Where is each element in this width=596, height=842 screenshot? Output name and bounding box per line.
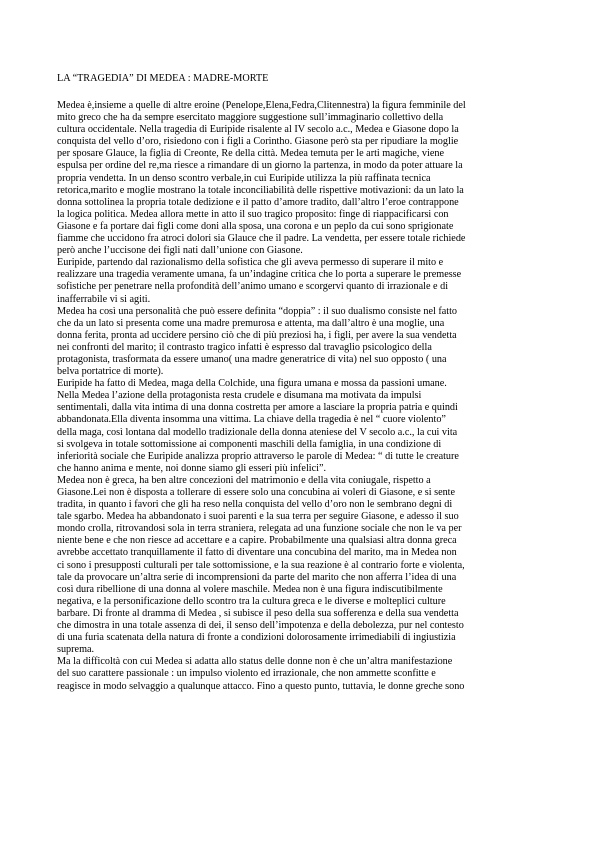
text-line: così dura ribellione di una donna al volere maschile. Medea non è una figura indiscutibilmente [57, 583, 443, 595]
text-line: Euripide ha fatto di Medea, maga della Colchide, una figura umana e mossa da passioni umane. [57, 378, 447, 390]
text-line: Medea non è greca, ha ben altre concezioni del matrimonio e della vita coniugale, rispetto a [57, 474, 431, 486]
text-line: protagonista, trasformata da essere umano( una madre generatrice di vita) nel suo opposto ( una [57, 353, 447, 365]
text-line: abbandonata.Ella diventa insomma una vittima. La chiave della tragedia è nel “ cuore violento” [57, 414, 446, 426]
text-line: inferiorità sociale che Euripide analizza proprio attraverso le parole di Medea: “ di tutte le creature [57, 450, 459, 462]
text-line: che hanno anima e mente, noi donne siamo gli esseri più infelici”. [57, 462, 327, 474]
text-line: espulsa per ordine del re,ma riesce a rimandare di un giorno la partenza, in modo da poter attuare la [57, 160, 463, 172]
text-line: propria vendetta. In un denso scontro verbale,in cui Euripide utilizza la più raffinata tecnica [57, 172, 431, 184]
text-line: nei confronti del marito; il contrasto tragico infatti è espresso dal travaglio psicologico della [57, 341, 432, 353]
document-title: LA “TRAGEDIA” DI MEDEA : MADRE-MORTE [57, 73, 269, 84]
text-line: Ma la difficoltà con cui Medea si adatta allo status delle donne non è che un’altra manifestazione [57, 656, 453, 668]
text-line: reagisce in modo selvaggio a qualunque attacco. Fino a questo punto, tuttavia, le donne greche sono [57, 680, 465, 692]
text-line: conquista del vello d’oro, risiedono con i figli a Corintho. Giasone però sta per ripudiare la moglie [57, 136, 459, 148]
text-line: niente bene e che non riesce ad accettare e a capire. Probabilmente una qualsiasi altra donna greca [57, 535, 457, 547]
text-line: Giasone.Lei non è disposta a tollerare di essere solo una concubina ai voleri di Giasone, e si sente [57, 487, 456, 498]
text-line: inafferrabile vi si agiti. [57, 293, 151, 305]
text-line: negativa, e la personificazione dello scontro tra la cultura greca e le diverse e molteplici culture [57, 595, 446, 607]
text-line: barbare. Di fronte al dramma di Medea , si subisce il peso della sua sofferenza e della sua vendetta [57, 607, 459, 619]
text-line: che dimostra in una totale assenza di dei, il senso dell’impotenza e della debolezza, pur nel contesto [57, 620, 464, 632]
text-line: la logica politica. Medea allora mette in atto il suo tragico proposito: finge di riappacificarsi con [57, 208, 449, 220]
text-line: tale da provocare un’altra serie di incomprensioni da parte del marito che non afferra l’idea di una [57, 571, 457, 583]
text-line: sofistiche per penetrare nella profondità dell’animo umano e scorgervi quanto di irrazionale e di [57, 281, 449, 293]
text-line: Medea ha così una personalità che può essere definita “doppia” : il suo dualismo consiste nel fatto [57, 305, 458, 317]
text-line: sentimentali, dalla vita intima di una donna costretta per amore a lasciare la propria patria e quindi [57, 402, 458, 414]
text-line: tradita, in quanto i favori che gli ha reso nella conquista del vello d’oro non le sembrano degni di [57, 499, 453, 511]
text-line: retorica,marito e moglie mostrano la totale inconciliabilità delle rispettive motivazioni: da un lato la [57, 184, 464, 196]
text-line: mito greco che ha da sempre esercitato maggiore suggestione sull’immaginario collettivo della [57, 112, 444, 124]
text-line: che da un lato si presenta come una madre premurosa e attenta, ma dall’altro è una moglie, una [57, 317, 445, 329]
text-line: mondo crolla, ritrovandosi sola in terra straniera, relegata ad una funzione sociale che non le va per [57, 523, 462, 535]
text-line: però anche l’uccisone dei figli nati dall’unione con Giasone. [57, 245, 303, 257]
text-line: della maga, così lontana dal modello tradizionale della donna ateniese del V secolo a.c., la cui vita [57, 426, 458, 438]
text-line: donna sottolinea la propria totale dedizione e il patto d’amore tradito, dall’altro l’eroe contrappone [57, 196, 459, 208]
text-line: ci sono i presupposti culturali per tale sottomissione, e la sua reazione è al contrario forte e violenta, [57, 559, 465, 571]
text-line: Euripide, partendo dal razionalismo della sofistica che gli aveva permesso di superare il mito e [57, 257, 444, 269]
text-line: Nella Medea l’azione della protagonista resta crudele e disumana ma motivata da impulsi [57, 390, 422, 402]
text-line: fiamme che uccidono fra atroci dolori sia Glauce che il padre. La vendetta, per essere totale richiede [57, 233, 466, 245]
text-line: realizzare una tragedia veramente umana, fa un’indagine critica che lo porta a superare le premesse [57, 269, 462, 281]
text-line: si svolgeva in totale sottomissione ai componenti maschili della famiglia, in una condizione di [57, 438, 442, 450]
text-line: donna ferita, pronta ad uccidere persino ciò che di più preziosi ha, i figli, per avere la sua vendetta [57, 329, 457, 341]
text-line: cultura occidentale. Nella tragedia di Euripide risalente al IV secolo a.c., Medea e Giasone dopo la [57, 124, 459, 136]
document-body [57, 100, 547, 693]
text-line: Medea è,insieme a quelle di altre eroine (Penelope,Elena,Fedra,Clitennestra) la figura femminile del [57, 100, 466, 111]
text-line: suprema. [57, 644, 95, 656]
text-line: per sposare Glauce, la figlia di Creonte, Re della città. Medea temuta per le arti magiche, viene [57, 148, 444, 160]
text-line: avrebbe accettato tranquillamente il fatto di diventare una concubina del marito, ma in Medea non [57, 547, 457, 559]
text-line: Giasone e fa portare dai figli come doni alla sposa, una corona e un peplo da cui sono sprigionate [57, 220, 454, 232]
text-line: del suo carattere passionale : un impulso violento ed irrazionale, che non ammette sconfitte e [57, 668, 436, 680]
text-line: di una furia scatenata della natura di fronte a condizioni dolorosamente irrimediabili di ingiustizia [57, 632, 456, 644]
text-line: belva portatrice di morte). [57, 366, 164, 378]
text-line: tale sgarbo. Medea ha abbandonato i suoi parenti e la sua terra per seguire Giasone, e adesso il suo [57, 511, 459, 523]
